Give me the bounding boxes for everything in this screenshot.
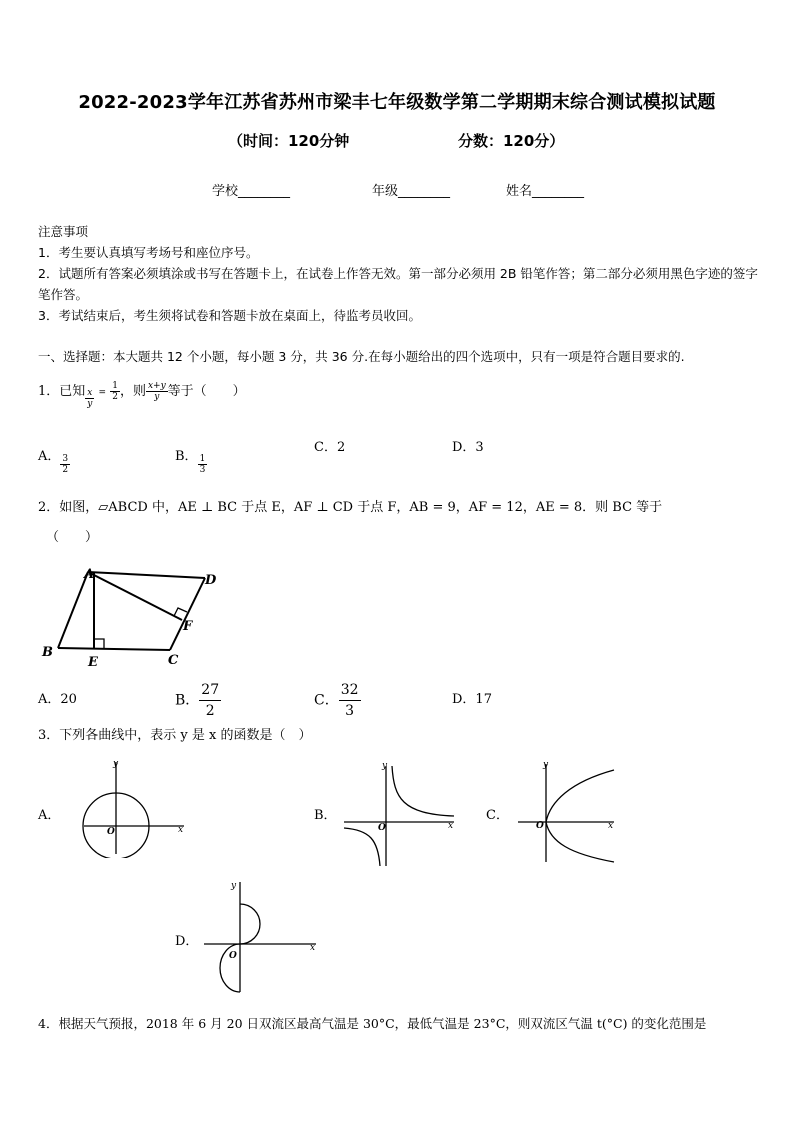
right-angle-f <box>174 608 187 616</box>
segment-ba <box>58 572 88 648</box>
label-b: B <box>42 645 53 660</box>
name-field: 姓名________ <box>506 184 585 199</box>
axis-y-label: y <box>382 761 388 771</box>
exam-score: 分数：120分） <box>458 132 565 150</box>
label-d: D <box>205 573 217 588</box>
parabola-curve <box>546 770 614 862</box>
q2-stem: 2．如图，▱ABCD 中，AE ⊥ BC 于点 E，AF ⊥ CD 于点 F，AB = 9，AF = 12，AE = 8．则 BC 等于 <box>38 500 663 515</box>
grade-field: 年级________ <box>372 184 451 199</box>
q2-paren: （ ） <box>46 530 99 545</box>
right-angle-e <box>94 639 104 649</box>
q1-stem-c: 等于（ ） <box>167 384 246 399</box>
segment-ad <box>88 572 205 578</box>
q3-option-b-label: B． <box>314 808 337 823</box>
q2-option-b: B． $\frac{27}{2}$ <box>175 682 220 719</box>
q1-stem-b: ，则 <box>119 384 146 399</box>
q2-option-c: C． $\frac{32}{3}$ <box>314 682 359 719</box>
label-c: C <box>168 653 179 668</box>
exam-time: （时间：120分钟 <box>228 132 350 150</box>
q2-figure <box>38 562 238 674</box>
q1-option-d: D．3 <box>452 440 484 455</box>
section-heading: 一、选择题：本大题共 12 个小题，每小题 3 分，共 36 分.在每小题给出的四个选项中，只有一项是符合题目要求的. <box>38 349 685 364</box>
q3-graph-d <box>200 876 320 996</box>
axis-x-label: x <box>448 821 454 831</box>
label-f: F <box>183 619 193 634</box>
q1-given-frac: $\frac{x}{y}$ <box>87 388 93 409</box>
note-item-3: 3．考试结束后，考生须将试卷和答题卡放在桌面上，待监考员收回。 <box>38 308 421 323</box>
q3-graph-a <box>80 758 192 858</box>
segment-cb <box>58 648 170 650</box>
axis-x-label: x <box>608 821 614 831</box>
q1-stem <box>38 374 246 409</box>
q1-option-a: A． $\frac{3}{2}$ <box>38 449 69 475</box>
upper-semicircle <box>240 904 260 944</box>
origin-label: O <box>378 823 386 833</box>
q4-stem: 4．根据天气预报，2018 年 6 月 20 日双流区最高气温是 30°C，最低气温是 23°C，则双流区气温 t(°C) 的变化范围是 <box>38 1016 707 1031</box>
hyperbola-branch-left <box>344 828 380 866</box>
axis-y-label: y <box>231 881 237 891</box>
axis-x-label: x <box>178 825 184 835</box>
label-a: A <box>84 567 95 582</box>
q2-option-a: A．20 <box>38 692 77 707</box>
axis-y-label: y <box>113 759 119 769</box>
q3-option-d-label: D． <box>175 934 199 949</box>
origin-label: O <box>229 951 237 961</box>
q1-option-c: C．2 <box>314 440 346 455</box>
q2-option-d: D．17 <box>452 692 492 707</box>
q1-eq: = <box>98 388 107 398</box>
segment-af <box>88 572 182 620</box>
hyperbola-branch-right <box>392 766 454 816</box>
note-item-1: 1．考生要认真填写考场号和座位序号。 <box>38 245 259 260</box>
paper-title: 2022-2023学年江苏省苏州市梁丰七年级数学第二学期期末综合测试模拟试题 <box>78 92 716 113</box>
notes-heading: 注意事项 <box>38 224 89 239</box>
q3-option-a-label: A． <box>38 808 61 823</box>
notes-block <box>38 221 758 326</box>
note-item-2: 2．试题所有答案必须填涂或书写在答题卡上，在试卷上作答无效。第一部分必须用 2B 铅笔作答；第二部分必须用黑色字迹的签字笔作答。 <box>38 266 758 302</box>
q1-stem-a: 1．已知 <box>38 384 86 399</box>
q1-given-value: $\frac{1}{2}$ <box>112 381 118 402</box>
q3-option-c-label: C． <box>486 808 509 823</box>
origin-label: O <box>536 821 544 831</box>
q3-stem: 3．下列各曲线中，表示 y 是 x 的函数是（ ） <box>38 728 312 743</box>
label-e: E <box>88 655 98 670</box>
q3-graph-b <box>340 758 460 870</box>
q1-option-b: B． $\frac{1}{3}$ <box>175 449 206 475</box>
axis-y-label: y <box>543 760 549 770</box>
school-field: 学校________ <box>212 184 291 199</box>
q1-ask-frac: $\frac{x+y}{y}$ <box>147 381 166 402</box>
q3-graph-c <box>514 758 618 866</box>
origin-label: O <box>107 827 115 837</box>
axis-x-label: x <box>310 943 316 953</box>
